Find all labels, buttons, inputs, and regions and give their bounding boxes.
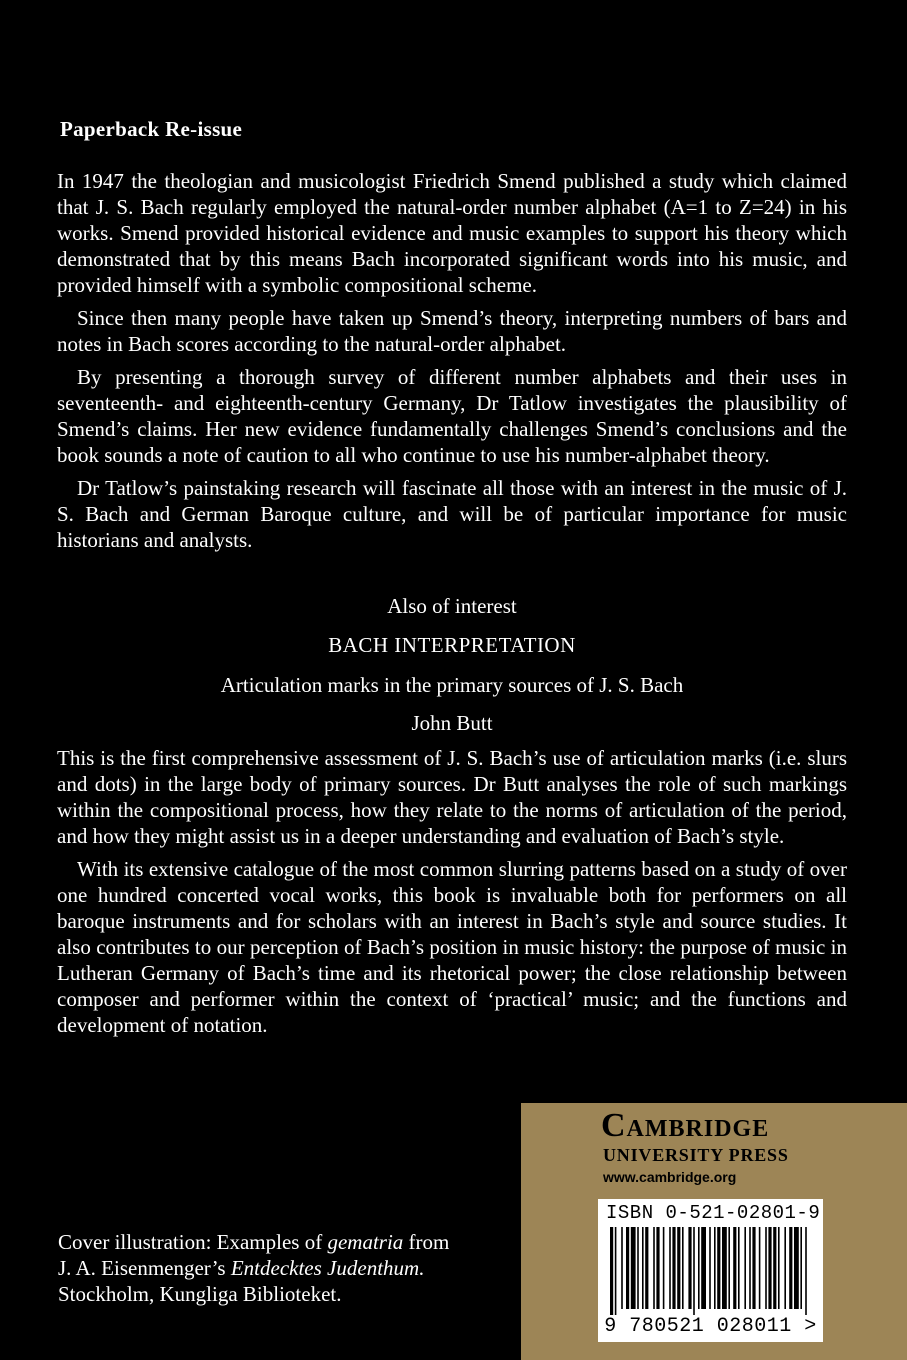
barcode-bar [722,1227,727,1309]
barcode-bar [637,1227,639,1309]
book-blurb [57,168,847,560]
barcode-bar [669,1227,671,1309]
credit-line: Cover illustration: Examples of gematria from [58,1230,450,1254]
barcode-bar [701,1227,706,1309]
barcode-bar [693,1227,695,1315]
barcode-bar [709,1227,711,1309]
barcode-bar [717,1227,720,1309]
barcode-bar [653,1227,655,1309]
also-of-interest-label: Also of interest [387,594,517,618]
ean-digits: 9 780521 028011 > [604,1315,817,1338]
barcode-bar [768,1227,771,1309]
barcode-bar [698,1227,700,1309]
barcode-bar [626,1227,629,1309]
barcode-panel [598,1199,823,1342]
barcode-bar [789,1227,792,1309]
barcode-bar [728,1227,730,1309]
barcode-bar [621,1227,623,1309]
barcode-bar [744,1227,746,1309]
related-book-author: John Butt [411,711,493,735]
barcode-bar [752,1227,755,1309]
barcode-bar [773,1227,776,1309]
barcode-bar [784,1227,786,1309]
barcode-bar [765,1227,767,1309]
description-paragraph: This is the first comprehensive assessment of J. S. Bach’s use of articulation marks (i.e. slurs and dots) in the large body of primary sources. Dr Butt analyses the role of such markings within the compositional process, how they relate to the norms of articulation of the period, and how they might assist us in a deeper understanding and evaluation of Bach’s style. [57,746,847,848]
cover-illustration-credit [58,1229,449,1307]
credit-line: Stockholm, Kungliga Biblioteket. [58,1282,342,1306]
barcode-bar [645,1227,648,1309]
barcode-bar [794,1227,799,1309]
reissue-heading: Paperback Re-issue [60,117,243,141]
barcode-bar [738,1227,740,1309]
isbn-number: ISBN 0-521-02801-9 [606,1202,821,1224]
barcode-bar [800,1227,802,1309]
barcode-bar [631,1227,636,1309]
barcode-bar [672,1227,675,1309]
related-book-subtitle: Articulation marks in the primary sources of J. S. Bach [220,673,684,697]
publisher-panel [521,1103,907,1360]
publisher-url: www.cambridge.org [603,1169,737,1185]
publisher-subname: UNIVERSITY PRESS [603,1145,789,1165]
barcode-bar [749,1227,751,1309]
description-paragraph: With its extensive catalogue of the most common slurring patterns based on a study of over one hundred concerted vocal works, this book is invaluable both for performers on all baroque instruments and for scholars with an interest in Bach’s style and source studies. It also contributes to our perception of Bach’s position in music history: the purpose of music in Lutheran Germany of Bach’s time and its rhetorical power; the close relationship between composer and performer within the context of ‘practical’ music; and the functions and development of notation. [57,857,847,1037]
barcode-bar [714,1227,716,1309]
blurb-paragraph: Dr Tatlow’s painstaking research will fascinate all those with an interest in the music of J. S. Bach and German Baroque culture, and will be of particular importance for music historians and analysts. [57,476,847,552]
blurb-paragraph: Since then many people have taken up Smend’s theory, interpreting numbers of bars and notes in Bach scores according to the natural-order alphabet. [57,306,847,356]
barcode-bar [778,1227,780,1309]
barcode-bar [663,1227,665,1309]
barcode-bar [688,1227,691,1309]
related-book-description [57,745,847,1045]
related-book-title: BACH INTERPRETATION [328,633,576,657]
barcode-bar [677,1227,680,1309]
barcode-bar [642,1227,644,1309]
blurb-paragraph: In 1947 the theologian and musicologist Friedrich Smend published a study which claimed that J. S. Bach regularly employed the natural-order number alphabet (A=1 to Z=24) in his works. Smend provided historical evidence and music examples to support his theory which demonstrated that by this means Bach incorporated significant words into his music, and provided himself with a symbolic compositional scheme. [57,169,847,297]
barcode-bar [615,1227,617,1315]
barcode-bar [805,1227,807,1315]
barcode-bar [610,1227,613,1315]
credit-line: J. A. Eisenmenger’s Entdecktes Judenthum. [58,1256,425,1280]
barcode-bar [733,1227,736,1309]
barcode-bar [682,1227,684,1309]
barcode-bar [656,1227,659,1309]
barcode-bar [759,1227,761,1309]
blurb-paragraph: By presenting a thorough survey of different number alphabets and their uses in seventeenth- and eighteenth-century Germany, Dr Tatlow investigates the plausibility of Smend’s claims. Her new evidence fundamentally challenges Smend’s conclusions and the book sounds a note of caution to all who continue to use his number-alphabet theory. [57,365,847,467]
barcode-bars [610,1227,810,1315]
publisher-name: Cambridge [601,1107,770,1144]
